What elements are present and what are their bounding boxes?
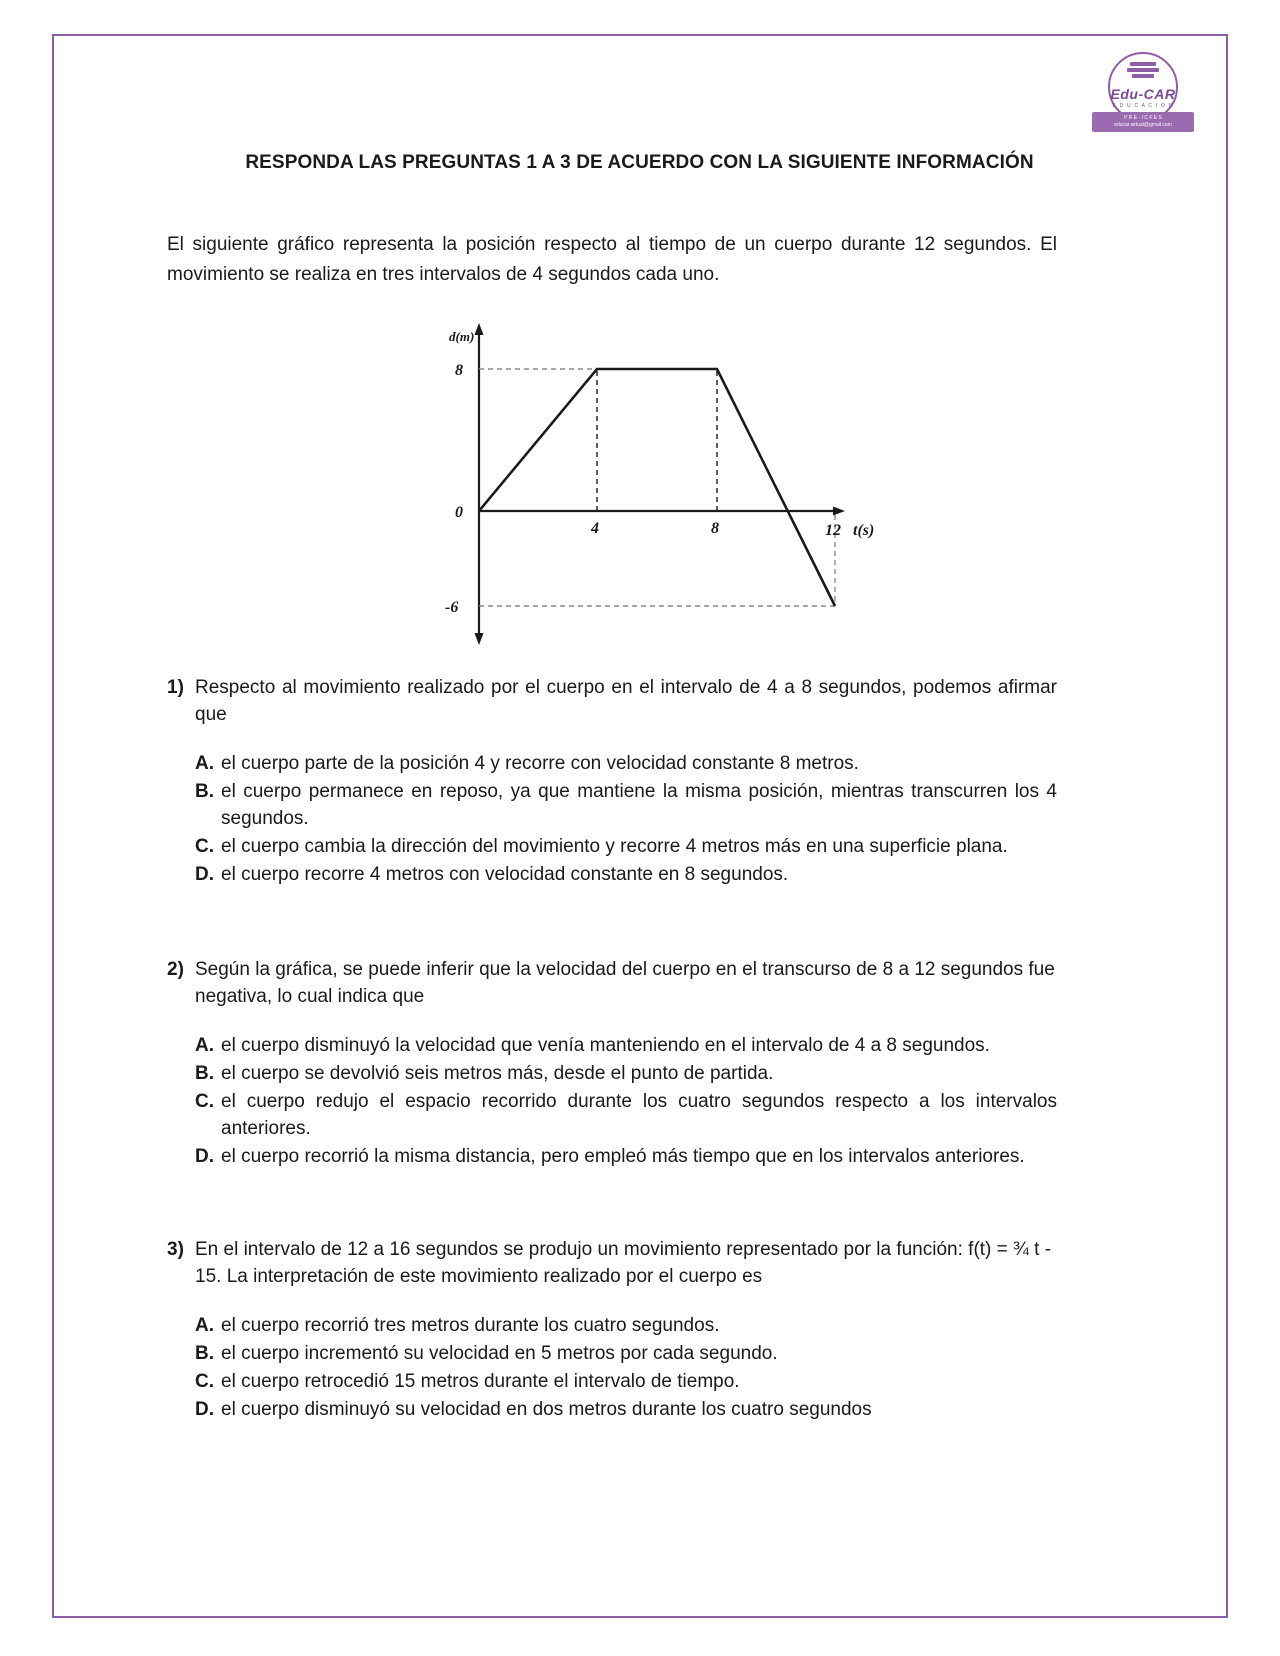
question-1-stem — [167, 674, 1057, 728]
option-text: el cuerpo recorre 4 metros con velocidad constante en 8 segundos. — [221, 864, 789, 885]
question-3-option-a[interactable] — [195, 1312, 1057, 1339]
question-1-option-a[interactable] — [195, 750, 1057, 777]
svg-text:4: 4 — [591, 520, 599, 537]
option-letter: B. — [195, 781, 214, 802]
option-text: el cuerpo retrocedió 15 metros durante el intervalo de tiempo. — [221, 1371, 740, 1392]
question-2-options — [167, 1032, 1057, 1170]
question-3 — [167, 1236, 1057, 1424]
question-2-option-c[interactable] — [195, 1088, 1057, 1142]
page-title: RESPONDA LAS PREGUNTAS 1 A 3 DE ACUERDO CON LA SIGUIENTE INFORMACIÓN — [245, 152, 1034, 173]
logo-ribbon-line2: educar.virtual@gmail.com — [1114, 122, 1172, 128]
question-2-option-a[interactable] — [195, 1032, 1057, 1059]
question-1 — [167, 674, 1057, 889]
svg-text:0: 0 — [455, 504, 463, 521]
logo — [1084, 50, 1202, 146]
question-1-text: Respecto al movimiento realizado por el cuerpo en el intervalo de 4 a 8 segundos, podemos afirmar que — [195, 677, 1057, 725]
question-1-option-b[interactable] — [195, 778, 1057, 832]
option-letter: C. — [195, 836, 214, 857]
option-text: el cuerpo recorrió la misma distancia, pero empleó más tiempo que en los intervalos anteriores. — [221, 1146, 1025, 1167]
question-1-option-c[interactable] — [195, 833, 1057, 860]
option-letter: D. — [195, 864, 214, 885]
option-text: el cuerpo recorrió tres metros durante los cuatro segundos. — [221, 1315, 720, 1336]
logo-name: Edu-CAR — [1110, 86, 1176, 102]
option-letter: C. — [195, 1371, 214, 1392]
svg-text:12: 12 — [825, 522, 841, 539]
question-1-options — [167, 750, 1057, 888]
option-letter: A. — [195, 1035, 214, 1056]
question-2-option-d[interactable] — [195, 1143, 1057, 1170]
question-2-text: Según la gráfica, se puede inferir que la velocidad del cuerpo en el transcurso de 8 a 12 segundos fue negativa, lo cual indica que — [195, 959, 1055, 1007]
svg-text:8: 8 — [711, 520, 719, 537]
option-letter: A. — [195, 753, 214, 774]
question-3-option-c[interactable] — [195, 1368, 1057, 1395]
document-page — [52, 34, 1228, 1618]
question-3-option-d[interactable] — [195, 1396, 1057, 1423]
option-text: el cuerpo cambia la dirección del movimiento y recorre 4 metros más en una superficie plana. — [221, 836, 1008, 857]
option-text: el cuerpo parte de la posición 4 y recorre con velocidad constante 8 metros. — [221, 753, 859, 774]
svg-text:t(s): t(s) — [853, 522, 875, 539]
question-3-options — [167, 1312, 1057, 1423]
option-letter: C. — [195, 1091, 214, 1112]
question-1-number: 1) — [167, 677, 184, 698]
books-icon — [1126, 62, 1160, 84]
option-letter: A. — [195, 1315, 214, 1336]
question-3-number: 3) — [167, 1239, 184, 1260]
option-letter: D. — [195, 1399, 214, 1420]
option-letter: D. — [195, 1146, 214, 1167]
question-2-option-b[interactable] — [195, 1060, 1057, 1087]
svg-text:-6: -6 — [445, 599, 459, 616]
option-text: el cuerpo incrementó su velocidad en 5 metros por cada segundo. — [221, 1343, 778, 1364]
question-2-number: 2) — [167, 959, 184, 980]
svg-text:d(m): d(m) — [449, 329, 475, 344]
option-text: el cuerpo disminuyó la velocidad que venía manteniendo en el intervalo de 4 a 8 segundos. — [221, 1035, 990, 1056]
position-time-graph — [407, 319, 927, 659]
question-3-stem — [167, 1236, 1057, 1290]
question-2-stem — [167, 956, 1057, 1010]
logo-subtitle: E D U C A C I O N — [1112, 103, 1174, 109]
question-3-option-b[interactable] — [195, 1340, 1057, 1367]
question-3-text: En el intervalo de 12 a 16 segundos se produjo un movimiento representado por la función: f(t) = ¾ t - 15. La interpretación de este movimiento realizado por el cuerpo es — [195, 1239, 1052, 1287]
option-text: el cuerpo disminuyó su velocidad en dos metros durante los cuatro segundos — [221, 1399, 872, 1420]
question-2 — [167, 956, 1057, 1171]
option-letter: B. — [195, 1343, 214, 1364]
logo-ribbon-text — [1092, 115, 1194, 129]
option-text: el cuerpo permanece en reposo, ya que mantiene la misma posición, mientras transcurren los 4 segundos. — [221, 781, 1057, 829]
svg-text:8: 8 — [455, 362, 463, 379]
logo-ribbon-line1: P R E - I C F E S — [1124, 115, 1162, 121]
option-text: el cuerpo redujo el espacio recorrido durante los cuatro segundos respecto a los intervalos anteriores. — [221, 1091, 1057, 1139]
option-text: el cuerpo se devolvió seis metros más, desde el punto de partida. — [221, 1063, 774, 1084]
option-letter: B. — [195, 1063, 214, 1084]
intro-paragraph: El siguiente gráfico representa la posición respecto al tiempo de un cuerpo durante 12 segundos. El movimiento se realiza en tres intervalos de 4 segundos cada uno. — [167, 234, 1057, 285]
question-1-option-d[interactable] — [195, 861, 1057, 888]
